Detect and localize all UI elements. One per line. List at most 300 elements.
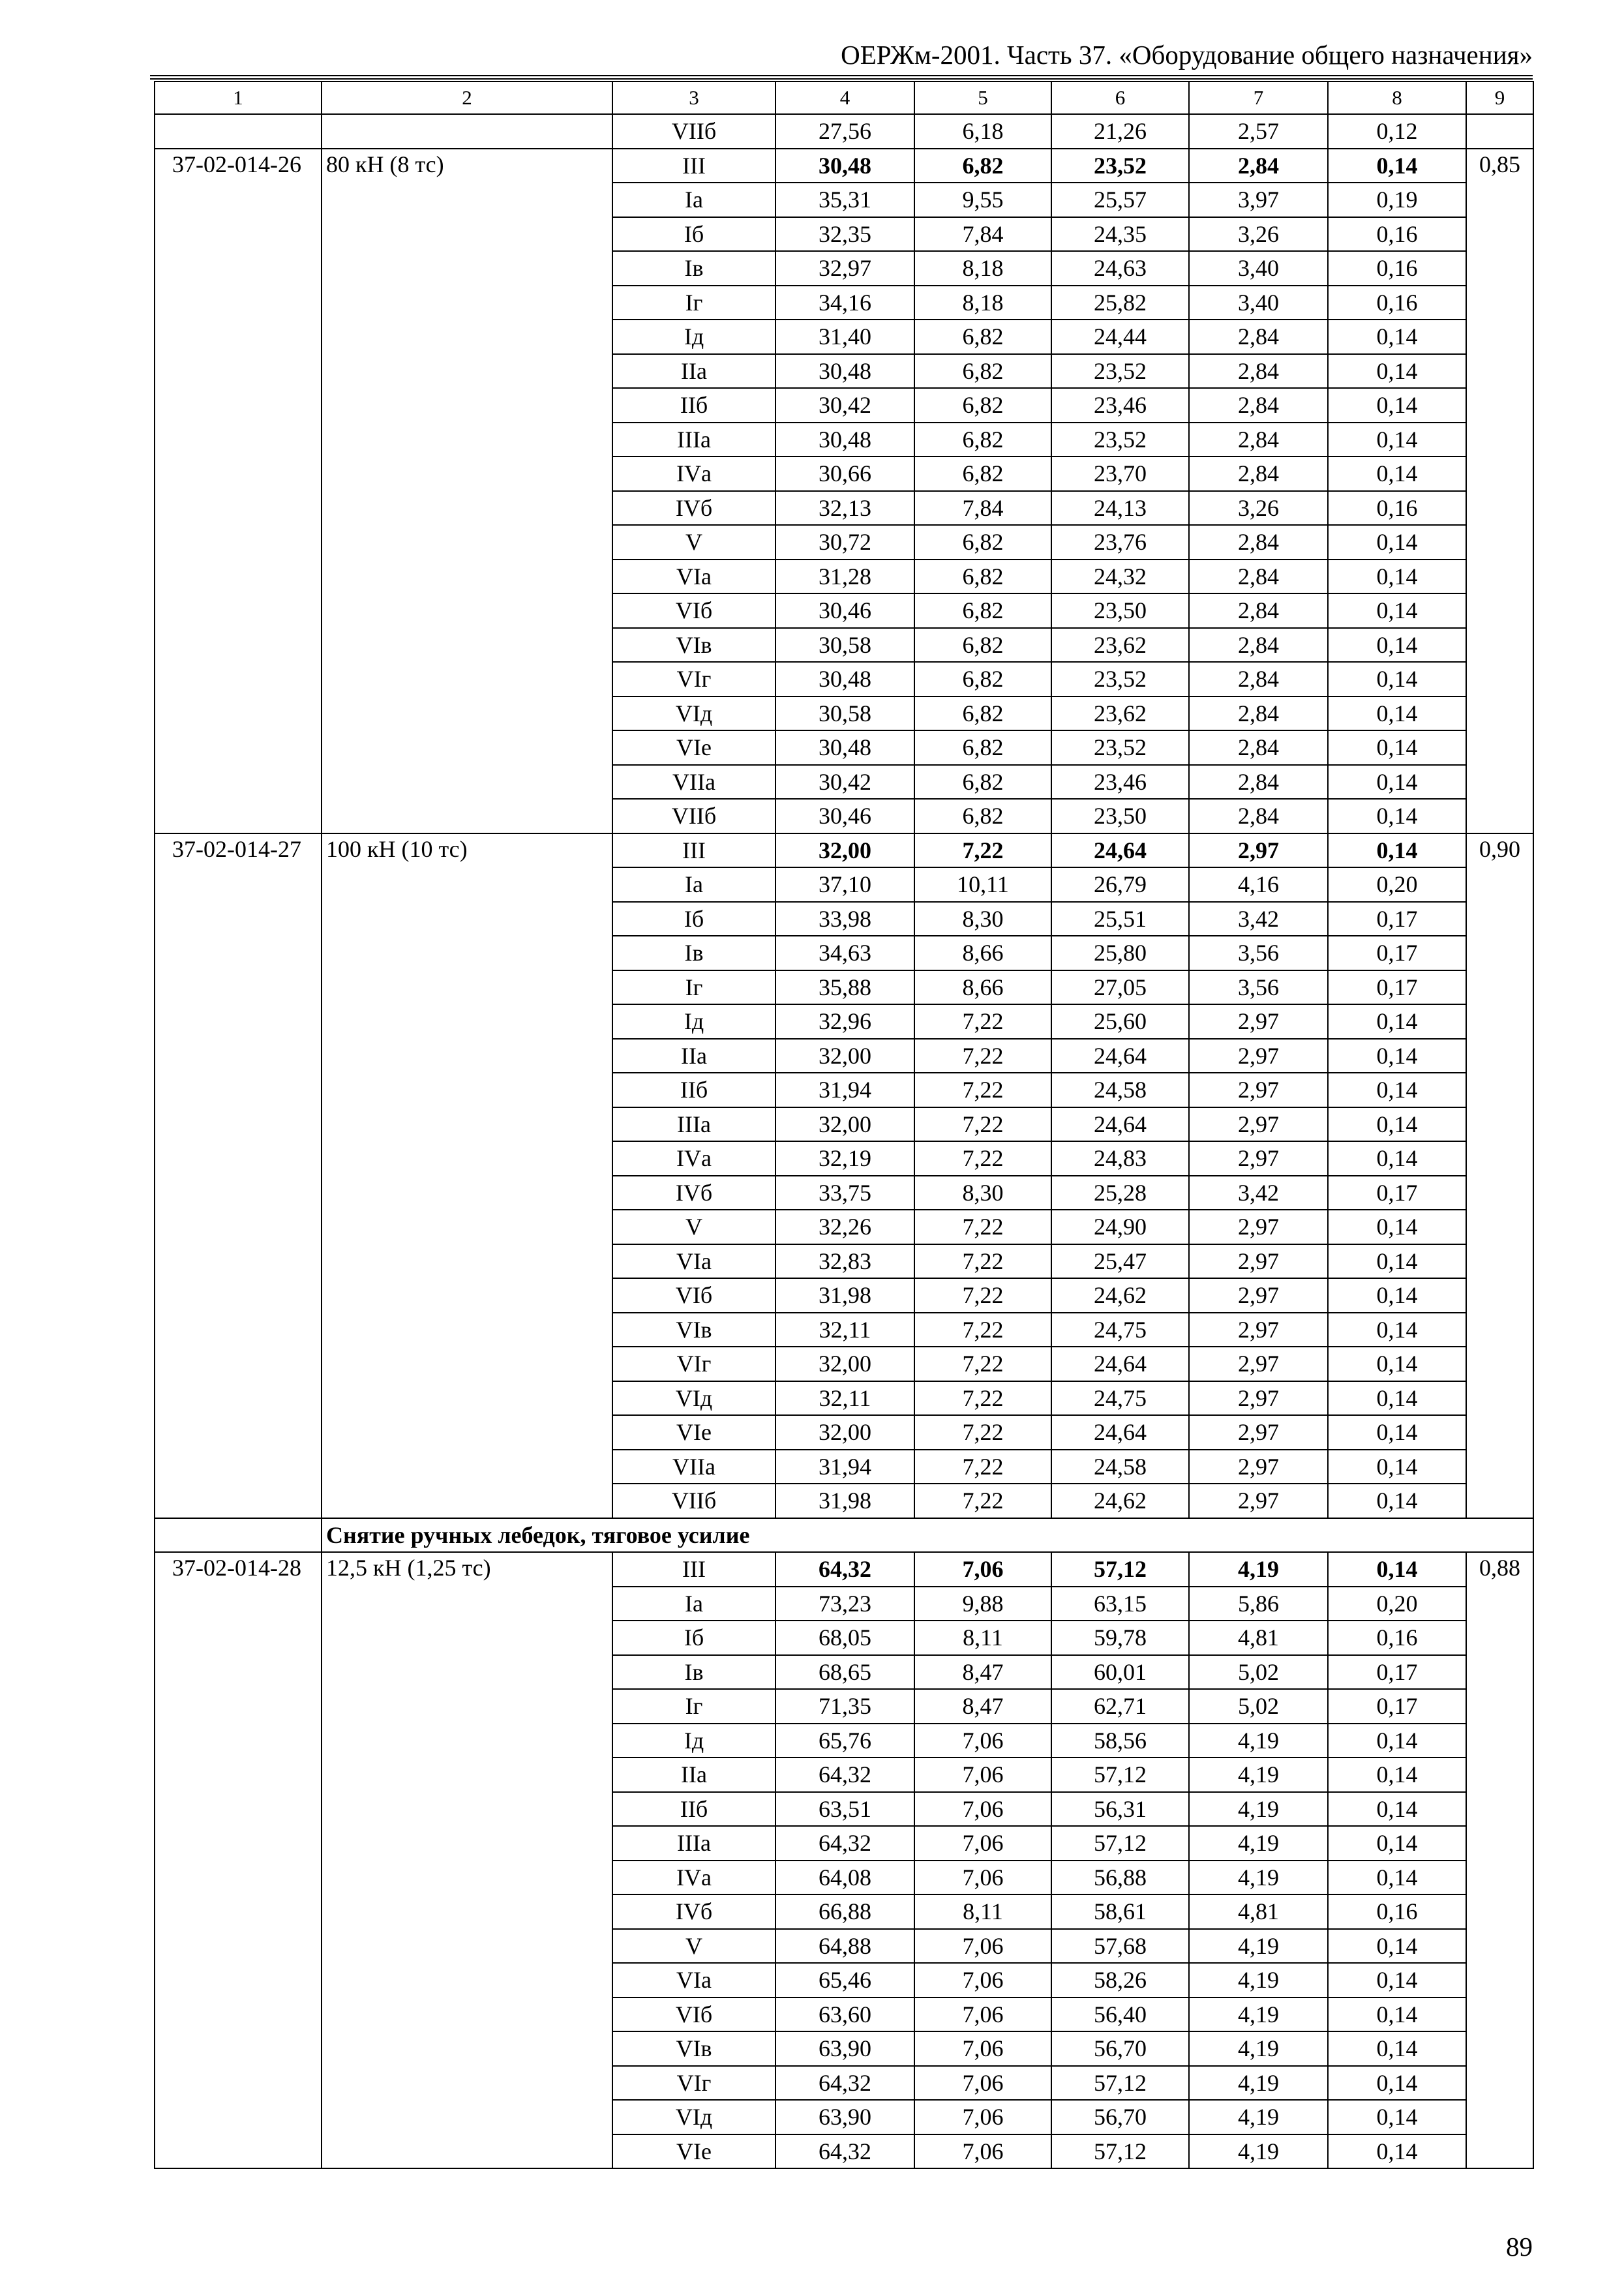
total-cost-cell: 30,42 xyxy=(775,765,914,800)
wages-cell: 6,82 xyxy=(914,765,1051,800)
driver-wages-cell: 4,19 xyxy=(1189,1792,1328,1827)
driver-wages-cell: 4,19 xyxy=(1189,1724,1328,1758)
wages-cell: 7,84 xyxy=(914,217,1051,252)
column-number: 5 xyxy=(914,82,1051,114)
machine-cost-cell: 57,68 xyxy=(1051,1929,1189,1964)
wages-cell: 6,82 xyxy=(914,593,1051,628)
materials-cell: 0,14 xyxy=(1328,1141,1466,1176)
coefficient-cell: 0,90 xyxy=(1466,833,1533,1518)
machine-cost-cell: 24,62 xyxy=(1051,1484,1189,1518)
driver-wages-cell: 3,56 xyxy=(1189,970,1328,1005)
materials-cell: 0,14 xyxy=(1328,560,1466,594)
wages-cell: 8,30 xyxy=(914,902,1051,936)
code-cell: 37-02-014-28 xyxy=(155,1552,322,2168)
materials-cell: 0,14 xyxy=(1328,1861,1466,1895)
machine-cost-cell: 24,64 xyxy=(1051,833,1189,868)
total-cost-cell: 32,13 xyxy=(775,491,914,526)
wages-cell: 7,22 xyxy=(914,1244,1051,1279)
driver-wages-cell: 2,84 xyxy=(1189,423,1328,457)
machine-cost-cell: 24,75 xyxy=(1051,1381,1189,1416)
zone-cell: Iб xyxy=(612,902,775,936)
materials-cell: 0,12 xyxy=(1328,114,1466,149)
materials-cell: 0,14 xyxy=(1328,149,1466,183)
zone-cell: Iв xyxy=(612,251,775,286)
machine-cost-cell: 23,62 xyxy=(1051,696,1189,731)
materials-cell: 0,14 xyxy=(1328,388,1466,423)
total-cost-cell: 30,58 xyxy=(775,696,914,731)
zone-cell: VIг xyxy=(612,1347,775,1381)
wages-cell: 6,82 xyxy=(914,662,1051,696)
total-cost-cell: 32,83 xyxy=(775,1244,914,1279)
total-cost-cell: 32,26 xyxy=(775,1210,914,1244)
resource-table xyxy=(154,81,1534,2169)
machine-cost-cell: 25,28 xyxy=(1051,1176,1189,1210)
machine-cost-cell: 25,82 xyxy=(1051,286,1189,320)
column-number: 6 xyxy=(1051,82,1189,114)
driver-wages-cell: 4,19 xyxy=(1189,1826,1328,1861)
machine-cost-cell: 60,01 xyxy=(1051,1655,1189,1690)
materials-cell: 0,14 xyxy=(1328,1004,1466,1039)
wages-cell: 6,82 xyxy=(914,388,1051,423)
total-cost-cell: 30,48 xyxy=(775,354,914,389)
wages-cell: 7,06 xyxy=(914,1758,1051,1792)
column-number: 3 xyxy=(612,82,775,114)
driver-wages-cell: 2,97 xyxy=(1189,1107,1328,1142)
total-cost-cell: 31,98 xyxy=(775,1278,914,1313)
column-number-row xyxy=(155,82,1533,114)
wages-cell: 6,82 xyxy=(914,320,1051,354)
driver-wages-cell: 4,19 xyxy=(1189,1861,1328,1895)
zone-cell: IIIа xyxy=(612,1826,775,1861)
driver-wages-cell: 2,84 xyxy=(1189,799,1328,833)
driver-wages-cell: 2,84 xyxy=(1189,560,1328,594)
machine-cost-cell: 24,75 xyxy=(1051,1313,1189,1347)
total-cost-cell: 34,63 xyxy=(775,936,914,970)
driver-wages-cell: 4,19 xyxy=(1189,1963,1328,1997)
zone-cell: Iд xyxy=(612,320,775,354)
wages-cell: 7,22 xyxy=(914,1210,1051,1244)
driver-wages-cell: 4,81 xyxy=(1189,1621,1328,1655)
driver-wages-cell: 5,02 xyxy=(1189,1689,1328,1724)
zone-cell: VIе xyxy=(612,2134,775,2169)
materials-cell: 0,14 xyxy=(1328,1450,1466,1484)
materials-cell: 0,14 xyxy=(1328,1073,1466,1107)
wages-cell: 7,22 xyxy=(914,1107,1051,1142)
materials-cell: 0,16 xyxy=(1328,217,1466,252)
total-cost-cell: 30,48 xyxy=(775,423,914,457)
materials-cell: 0,14 xyxy=(1328,1724,1466,1758)
machine-cost-cell: 59,78 xyxy=(1051,1621,1189,1655)
zone-cell: IIб xyxy=(612,1792,775,1827)
total-cost-cell: 32,11 xyxy=(775,1381,914,1416)
zone-cell: VIв xyxy=(612,2031,775,2066)
wages-cell: 7,84 xyxy=(914,491,1051,526)
total-cost-cell: 32,96 xyxy=(775,1004,914,1039)
total-cost-cell: 73,23 xyxy=(775,1587,914,1621)
wages-cell: 8,66 xyxy=(914,936,1051,970)
driver-wages-cell: 2,84 xyxy=(1189,765,1328,800)
zone-cell: IIб xyxy=(612,1073,775,1107)
wages-cell: 7,22 xyxy=(914,1415,1051,1450)
wages-cell: 7,22 xyxy=(914,1141,1051,1176)
zone-cell: Iа xyxy=(612,183,775,217)
driver-wages-cell: 5,02 xyxy=(1189,1655,1328,1690)
zone-cell: VIб xyxy=(612,1278,775,1313)
driver-wages-cell: 4,19 xyxy=(1189,1929,1328,1964)
driver-wages-cell: 2,84 xyxy=(1189,593,1328,628)
code-cell: 37-02-014-27 xyxy=(155,833,322,1518)
driver-wages-cell: 4,19 xyxy=(1189,2100,1328,2134)
machine-cost-cell: 24,64 xyxy=(1051,1347,1189,1381)
machine-cost-cell: 56,70 xyxy=(1051,2100,1189,2134)
materials-cell: 0,17 xyxy=(1328,1689,1466,1724)
wages-cell: 8,11 xyxy=(914,1894,1051,1929)
zone-cell: VIе xyxy=(612,1415,775,1450)
total-cost-cell: 31,40 xyxy=(775,320,914,354)
total-cost-cell: 71,35 xyxy=(775,1689,914,1724)
column-number: 7 xyxy=(1189,82,1328,114)
wages-cell: 10,11 xyxy=(914,867,1051,902)
machine-cost-cell: 24,90 xyxy=(1051,1210,1189,1244)
materials-cell: 0,20 xyxy=(1328,1587,1466,1621)
materials-cell: 0,14 xyxy=(1328,1792,1466,1827)
total-cost-cell: 37,10 xyxy=(775,867,914,902)
section-title: Снятие ручных лебедок, тяговое усилие xyxy=(322,1518,1533,1553)
driver-wages-cell: 2,84 xyxy=(1189,388,1328,423)
machine-cost-cell: 57,12 xyxy=(1051,1552,1189,1587)
driver-wages-cell: 3,40 xyxy=(1189,286,1328,320)
zone-cell: VIIб xyxy=(612,1484,775,1518)
materials-cell: 0,14 xyxy=(1328,628,1466,663)
code-cell: 37-02-014-26 xyxy=(155,149,322,833)
zone-cell: III xyxy=(612,833,775,868)
zone-cell: Iг xyxy=(612,1689,775,1724)
machine-cost-cell: 25,51 xyxy=(1051,902,1189,936)
machine-cost-cell: 58,61 xyxy=(1051,1894,1189,1929)
materials-cell: 0,14 xyxy=(1328,696,1466,731)
materials-cell: 0,14 xyxy=(1328,730,1466,765)
machine-cost-cell: 57,12 xyxy=(1051,2066,1189,2101)
machine-cost-cell: 24,63 xyxy=(1051,251,1189,286)
materials-cell: 0,17 xyxy=(1328,936,1466,970)
column-number: 4 xyxy=(775,82,914,114)
total-cost-cell: 30,58 xyxy=(775,628,914,663)
total-cost-cell: 64,32 xyxy=(775,1826,914,1861)
table-row xyxy=(155,114,1533,149)
wages-cell: 8,47 xyxy=(914,1655,1051,1690)
machine-cost-cell: 56,31 xyxy=(1051,1792,1189,1827)
driver-wages-cell: 2,97 xyxy=(1189,1210,1328,1244)
wages-cell: 8,66 xyxy=(914,970,1051,1005)
materials-cell: 0,14 xyxy=(1328,2066,1466,2101)
driver-wages-cell: 2,97 xyxy=(1189,1450,1328,1484)
materials-cell: 0,16 xyxy=(1328,491,1466,526)
wages-cell: 7,06 xyxy=(914,2066,1051,2101)
wages-cell: 6,82 xyxy=(914,423,1051,457)
total-cost-cell: 30,42 xyxy=(775,388,914,423)
zone-cell: IVб xyxy=(612,491,775,526)
total-cost-cell: 65,46 xyxy=(775,1963,914,1997)
name-cell: 80 кН (8 тс) xyxy=(322,149,612,833)
total-cost-cell: 30,46 xyxy=(775,593,914,628)
machine-cost-cell: 63,15 xyxy=(1051,1587,1189,1621)
total-cost-cell: 31,94 xyxy=(775,1450,914,1484)
total-cost-cell: 32,97 xyxy=(775,251,914,286)
machine-cost-cell: 27,05 xyxy=(1051,970,1189,1005)
driver-wages-cell: 2,97 xyxy=(1189,1004,1328,1039)
driver-wages-cell: 3,97 xyxy=(1189,183,1328,217)
zone-cell: VIIб xyxy=(612,114,775,149)
total-cost-cell: 64,32 xyxy=(775,1552,914,1587)
wages-cell: 7,22 xyxy=(914,833,1051,868)
materials-cell: 0,14 xyxy=(1328,1929,1466,1964)
materials-cell: 0,14 xyxy=(1328,2134,1466,2169)
wages-cell: 6,82 xyxy=(914,799,1051,833)
zone-cell: III xyxy=(612,149,775,183)
zone-cell: VIб xyxy=(612,593,775,628)
driver-wages-cell: 2,97 xyxy=(1189,833,1328,868)
materials-cell: 0,14 xyxy=(1328,593,1466,628)
machine-cost-cell: 24,83 xyxy=(1051,1141,1189,1176)
driver-wages-cell: 2,97 xyxy=(1189,1244,1328,1279)
driver-wages-cell: 2,84 xyxy=(1189,628,1328,663)
wages-cell: 8,11 xyxy=(914,1621,1051,1655)
header-rule xyxy=(150,75,1533,80)
total-cost-cell: 30,48 xyxy=(775,662,914,696)
zone-cell: Iд xyxy=(612,1724,775,1758)
driver-wages-cell: 2,84 xyxy=(1189,149,1328,183)
zone-cell: Iа xyxy=(612,1587,775,1621)
machine-cost-cell: 25,80 xyxy=(1051,936,1189,970)
zone-cell: VIг xyxy=(612,662,775,696)
materials-cell: 0,14 xyxy=(1328,1552,1466,1587)
driver-wages-cell: 4,19 xyxy=(1189,1552,1328,1587)
materials-cell: 0,17 xyxy=(1328,1655,1466,1690)
zone-cell: IIб xyxy=(612,388,775,423)
driver-wages-cell: 2,84 xyxy=(1189,662,1328,696)
wages-cell: 7,06 xyxy=(914,1861,1051,1895)
materials-cell: 0,14 xyxy=(1328,1381,1466,1416)
machine-cost-cell: 24,64 xyxy=(1051,1107,1189,1142)
machine-cost-cell: 57,12 xyxy=(1051,2134,1189,2169)
machine-cost-cell: 24,44 xyxy=(1051,320,1189,354)
name-cell: 100 кН (10 тс) xyxy=(322,833,612,1518)
machine-cost-cell: 62,71 xyxy=(1051,1689,1189,1724)
driver-wages-cell: 2,97 xyxy=(1189,1347,1328,1381)
total-cost-cell: 35,31 xyxy=(775,183,914,217)
wages-cell: 6,82 xyxy=(914,730,1051,765)
total-cost-cell: 31,94 xyxy=(775,1073,914,1107)
page-number: 89 xyxy=(1506,2232,1533,2262)
zone-cell: Iб xyxy=(612,1621,775,1655)
zone-cell: Iд xyxy=(612,1004,775,1039)
materials-cell: 0,14 xyxy=(1328,662,1466,696)
wages-cell: 7,22 xyxy=(914,1073,1051,1107)
zone-cell: IIIа xyxy=(612,423,775,457)
materials-cell: 0,14 xyxy=(1328,1244,1466,1279)
machine-cost-cell: 21,26 xyxy=(1051,114,1189,149)
zone-cell: IIа xyxy=(612,1039,775,1073)
zone-cell: VIIа xyxy=(612,1450,775,1484)
wages-cell: 6,18 xyxy=(914,114,1051,149)
driver-wages-cell: 2,97 xyxy=(1189,1278,1328,1313)
column-number: 9 xyxy=(1466,82,1533,114)
machine-cost-cell: 23,50 xyxy=(1051,799,1189,833)
total-cost-cell: 30,46 xyxy=(775,799,914,833)
machine-cost-cell: 23,46 xyxy=(1051,388,1189,423)
table-body xyxy=(155,82,1533,2168)
driver-wages-cell: 4,81 xyxy=(1189,1894,1328,1929)
total-cost-cell: 64,32 xyxy=(775,2066,914,2101)
total-cost-cell: 63,90 xyxy=(775,2031,914,2066)
wages-cell: 9,55 xyxy=(914,183,1051,217)
machine-cost-cell: 25,47 xyxy=(1051,1244,1189,1279)
total-cost-cell: 32,00 xyxy=(775,1039,914,1073)
driver-wages-cell: 3,56 xyxy=(1189,936,1328,970)
materials-cell: 0,16 xyxy=(1328,286,1466,320)
total-cost-cell: 30,72 xyxy=(775,525,914,560)
driver-wages-cell: 2,97 xyxy=(1189,1484,1328,1518)
wages-cell: 7,06 xyxy=(914,1929,1051,1964)
driver-wages-cell: 2,84 xyxy=(1189,320,1328,354)
driver-wages-cell: 2,97 xyxy=(1189,1039,1328,1073)
section-spacer xyxy=(155,1518,322,1553)
column-number: 8 xyxy=(1328,82,1466,114)
machine-cost-cell: 24,62 xyxy=(1051,1278,1189,1313)
wages-cell: 8,18 xyxy=(914,286,1051,320)
total-cost-cell: 30,66 xyxy=(775,456,914,491)
wages-cell: 7,06 xyxy=(914,1792,1051,1827)
total-cost-cell: 64,08 xyxy=(775,1861,914,1895)
zone-cell: VIд xyxy=(612,1381,775,1416)
machine-cost-cell: 56,70 xyxy=(1051,2031,1189,2066)
total-cost-cell: 32,00 xyxy=(775,1347,914,1381)
table-row xyxy=(155,833,1533,868)
wages-cell: 7,06 xyxy=(914,2134,1051,2169)
zone-cell: VIIа xyxy=(612,765,775,800)
machine-cost-cell: 23,46 xyxy=(1051,765,1189,800)
total-cost-cell: 30,48 xyxy=(775,149,914,183)
total-cost-cell: 35,88 xyxy=(775,970,914,1005)
name-cell: 12,5 кН (1,25 тс) xyxy=(322,1552,612,2168)
machine-cost-cell: 23,70 xyxy=(1051,456,1189,491)
materials-cell: 0,14 xyxy=(1328,1278,1466,1313)
coefficient-cell: 0,85 xyxy=(1466,149,1533,833)
driver-wages-cell: 5,86 xyxy=(1189,1587,1328,1621)
materials-cell: 0,14 xyxy=(1328,1826,1466,1861)
total-cost-cell: 33,75 xyxy=(775,1176,914,1210)
wages-cell: 7,22 xyxy=(914,1313,1051,1347)
driver-wages-cell: 3,42 xyxy=(1189,902,1328,936)
materials-cell: 0,17 xyxy=(1328,970,1466,1005)
materials-cell: 0,14 xyxy=(1328,1963,1466,1997)
zone-cell: IVа xyxy=(612,456,775,491)
zone-cell: IIа xyxy=(612,354,775,389)
zone-cell: V xyxy=(612,1210,775,1244)
zone-cell: VIа xyxy=(612,560,775,594)
driver-wages-cell: 2,97 xyxy=(1189,1141,1328,1176)
zone-cell: IVб xyxy=(612,1176,775,1210)
coefficient-cell: 0,88 xyxy=(1466,1552,1533,2168)
materials-cell: 0,14 xyxy=(1328,423,1466,457)
materials-cell: 0,14 xyxy=(1328,1997,1466,2032)
materials-cell: 0,14 xyxy=(1328,2031,1466,2066)
machine-cost-cell: 23,52 xyxy=(1051,423,1189,457)
machine-cost-cell: 56,88 xyxy=(1051,1861,1189,1895)
page-header: ОЕРЖм-2001. Часть 37. «Оборудование общего назначения» xyxy=(841,40,1533,70)
wages-cell: 7,22 xyxy=(914,1039,1051,1073)
materials-cell: 0,17 xyxy=(1328,902,1466,936)
driver-wages-cell: 2,97 xyxy=(1189,1073,1328,1107)
driver-wages-cell: 2,97 xyxy=(1189,1313,1328,1347)
materials-cell: 0,14 xyxy=(1328,320,1466,354)
zone-cell: VIе xyxy=(612,730,775,765)
driver-wages-cell: 4,16 xyxy=(1189,867,1328,902)
zone-cell: V xyxy=(612,1929,775,1964)
machine-cost-cell: 56,40 xyxy=(1051,1997,1189,2032)
materials-cell: 0,14 xyxy=(1328,1039,1466,1073)
wages-cell: 7,06 xyxy=(914,2100,1051,2134)
wages-cell: 6,82 xyxy=(914,525,1051,560)
zone-cell: V xyxy=(612,525,775,560)
machine-cost-cell: 24,64 xyxy=(1051,1039,1189,1073)
zone-cell: VIв xyxy=(612,1313,775,1347)
wages-cell: 7,22 xyxy=(914,1347,1051,1381)
wages-cell: 7,22 xyxy=(914,1484,1051,1518)
wages-cell: 6,82 xyxy=(914,628,1051,663)
total-cost-cell: 64,88 xyxy=(775,1929,914,1964)
materials-cell: 0,14 xyxy=(1328,1484,1466,1518)
wages-cell: 6,82 xyxy=(914,456,1051,491)
machine-cost-cell: 24,58 xyxy=(1051,1073,1189,1107)
materials-cell: 0,16 xyxy=(1328,1621,1466,1655)
driver-wages-cell: 4,19 xyxy=(1189,1758,1328,1792)
zone-cell: IVб xyxy=(612,1894,775,1929)
total-cost-cell: 32,35 xyxy=(775,217,914,252)
machine-cost-cell: 23,76 xyxy=(1051,525,1189,560)
wages-cell: 7,06 xyxy=(914,1724,1051,1758)
wages-cell: 7,22 xyxy=(914,1450,1051,1484)
wages-cell: 7,06 xyxy=(914,1963,1051,1997)
total-cost-cell: 32,19 xyxy=(775,1141,914,1176)
table-row xyxy=(155,149,1533,183)
zone-cell: VIа xyxy=(612,1963,775,1997)
machine-cost-cell: 23,52 xyxy=(1051,730,1189,765)
total-cost-cell: 68,05 xyxy=(775,1621,914,1655)
total-cost-cell: 64,32 xyxy=(775,2134,914,2169)
zone-cell: Iг xyxy=(612,970,775,1005)
code-cell xyxy=(155,114,322,149)
machine-cost-cell: 26,79 xyxy=(1051,867,1189,902)
machine-cost-cell: 23,62 xyxy=(1051,628,1189,663)
driver-wages-cell: 2,97 xyxy=(1189,1415,1328,1450)
driver-wages-cell: 3,26 xyxy=(1189,491,1328,526)
zone-cell: VIд xyxy=(612,2100,775,2134)
materials-cell: 0,17 xyxy=(1328,1176,1466,1210)
zone-cell: Iв xyxy=(612,936,775,970)
machine-cost-cell: 25,60 xyxy=(1051,1004,1189,1039)
machine-cost-cell: 24,13 xyxy=(1051,491,1189,526)
wages-cell: 7,22 xyxy=(914,1381,1051,1416)
total-cost-cell: 63,90 xyxy=(775,2100,914,2134)
materials-cell: 0,14 xyxy=(1328,1313,1466,1347)
wages-cell: 8,18 xyxy=(914,251,1051,286)
total-cost-cell: 63,51 xyxy=(775,1792,914,1827)
driver-wages-cell: 4,19 xyxy=(1189,2031,1328,2066)
name-cell xyxy=(322,114,612,149)
table-row xyxy=(155,1552,1533,1587)
zone-cell: IIIа xyxy=(612,1107,775,1142)
